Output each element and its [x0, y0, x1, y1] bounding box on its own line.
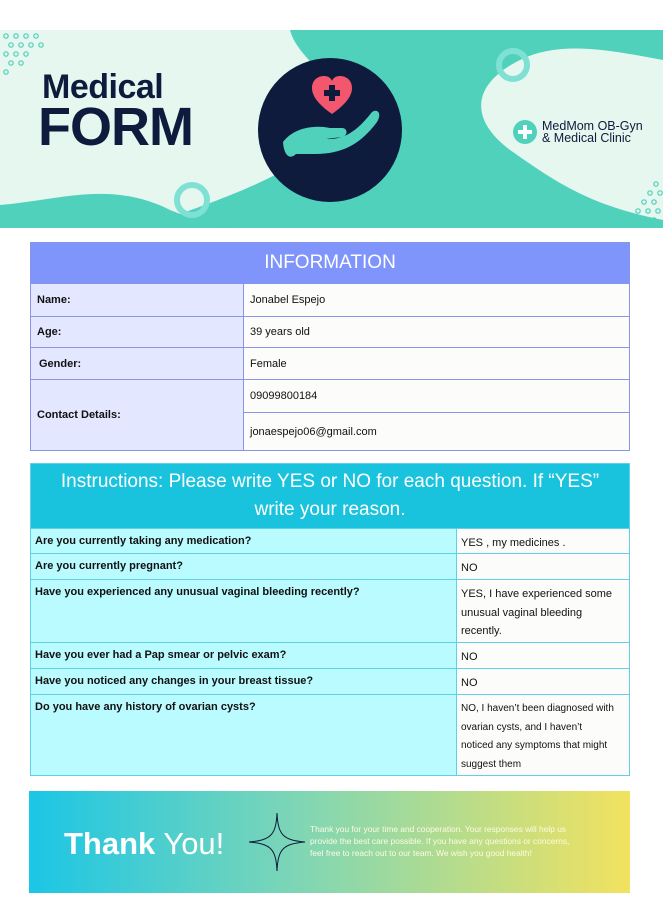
table-row — [31, 642, 629, 668]
title-form: FORM — [38, 97, 193, 157]
question-text: Have you ever had a Pap smear or pelvic exam? — [31, 643, 457, 668]
answer-line: ovarian cysts, and I haven’t — [461, 721, 583, 733]
thank-you-message — [310, 823, 625, 859]
contact-values — [244, 380, 629, 450]
answer-line: recently. — [461, 625, 502, 637]
clinic-name-line2: & Medical Clinic — [542, 131, 631, 145]
you-word: You! — [163, 826, 225, 861]
name-field[interactable]: Jonabel Espejo — [244, 284, 629, 316]
message-line: Thank you for your time and cooperation. Your responses will help us — [310, 824, 567, 834]
clinic-name — [542, 120, 643, 144]
questions-table — [30, 463, 630, 776]
question-text: Are you currently taking any medication? — [31, 529, 457, 553]
form-header — [0, 30, 663, 228]
table-row — [31, 579, 629, 642]
thank-you-banner — [29, 791, 630, 893]
instructions-heading — [31, 464, 629, 528]
question-text: Have you experienced any unusual vaginal bleeding recently? — [31, 580, 457, 642]
question-text: Do you have any history of ovarian cysts? — [31, 695, 457, 775]
info-row-gender — [31, 347, 629, 379]
answer-line: suggest them — [461, 758, 522, 770]
answer-field[interactable]: YES , my medicines . — [457, 529, 629, 553]
phone-field[interactable]: 09099800184 — [244, 380, 629, 413]
table-row — [31, 553, 629, 579]
answer-field[interactable] — [457, 580, 629, 642]
age-field[interactable]: 39 years old — [244, 317, 629, 347]
answer-line: noticed any symptoms that might — [461, 740, 608, 751]
clinic-branding — [513, 120, 643, 144]
message-line: provide the best care possible. If you have any questions or concerns, — [310, 836, 570, 846]
table-row — [31, 528, 629, 553]
message-line: feel free to reach out to our team. We wish you good health! — [310, 848, 532, 858]
table-row — [31, 668, 629, 694]
info-row-age — [31, 316, 629, 347]
information-heading: INFORMATION — [31, 243, 629, 283]
question-text: Are you currently pregnant? — [31, 554, 457, 579]
answer-line: unusual vaginal bleeding — [461, 606, 583, 619]
answer-line: YES, I have experienced some — [461, 588, 613, 600]
info-row-name — [31, 283, 629, 316]
answer-field[interactable]: NO — [457, 669, 629, 694]
clinic-name-line1: MedMom OB-Gyn — [542, 119, 643, 133]
gender-field[interactable]: Female — [244, 348, 629, 379]
answer-field[interactable]: NO — [457, 643, 629, 668]
thank-word: Thank — [64, 826, 156, 861]
information-table — [30, 242, 630, 451]
answer-field[interactable]: NO — [457, 554, 629, 579]
thank-you-heading — [64, 826, 224, 862]
sparkle-icon — [249, 813, 305, 871]
plus-circle-icon — [513, 120, 537, 144]
name-label: Name: — [31, 284, 244, 316]
email-field[interactable]: jonaespejo06@gmail.com — [244, 413, 629, 450]
instructions-line1: Instructions: Please write YES or NO for each question. If “YES” — [60, 471, 600, 492]
gender-label: Gender: — [31, 348, 244, 379]
question-text: Have you noticed any changes in your breast tissue? — [31, 669, 457, 694]
answer-field[interactable] — [457, 695, 629, 775]
contact-label: Contact Details: — [31, 380, 244, 450]
info-row-contact — [31, 379, 629, 450]
title-medical: Medical — [42, 68, 164, 106]
table-row — [31, 694, 629, 775]
answer-line: NO, I haven’t been diagnosed with — [461, 703, 614, 714]
instructions-line2: write your reason. — [254, 499, 406, 520]
age-label: Age: — [31, 317, 244, 347]
